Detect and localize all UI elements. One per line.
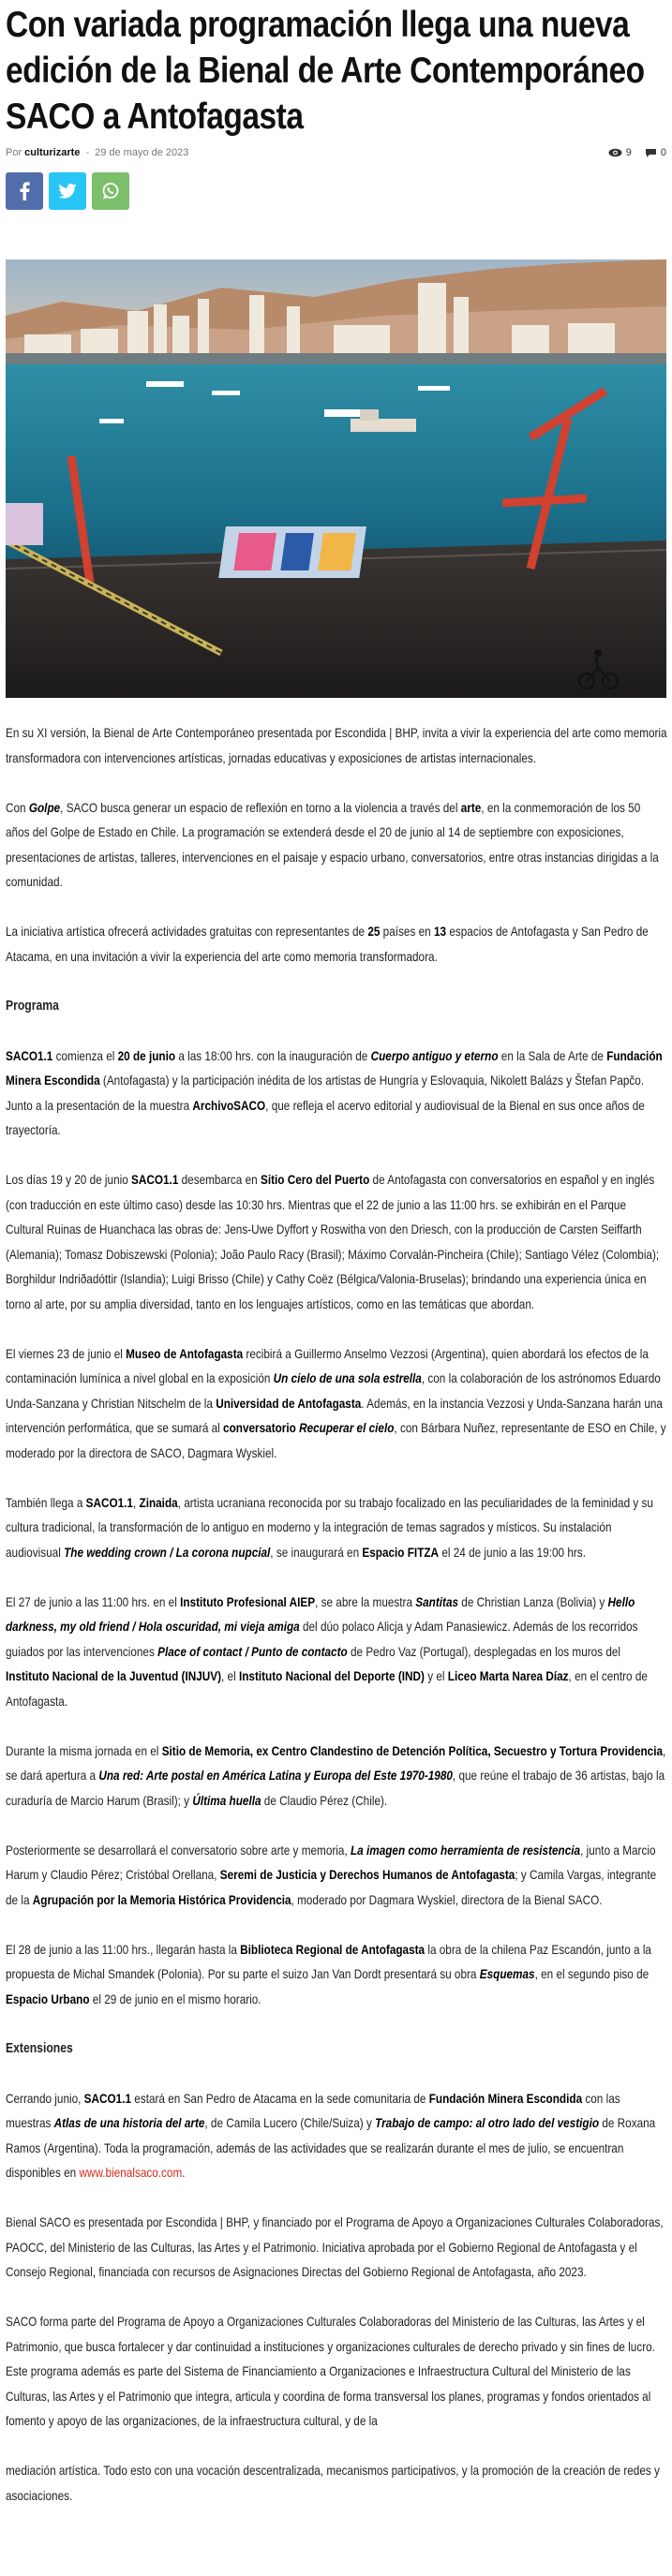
facebook-icon: [19, 182, 30, 200]
paragraph-financing: Bienal SACO es presentada por Escondida | BHP, y financiado por el Programa de Apoyo a Organizaciones Culturales Colaboradoras, PAOCC, del Ministerio de las Culturas, las Artes y el Patrimonio. Iniciativa aprobada por el Gobierno Regional de Antofagasta y el Consejo Regional, financiada con recursos de Asignaciones Directas del Gobierno Regional de Antofagasta, año 2023.: [6, 2214, 664, 2279]
comment-icon: [645, 148, 657, 158]
comments-stat[interactable]: [645, 147, 666, 158]
paragraph-conversatorio: Posteriormente se desarrollará el conversatorio sobre arte y memoria, La imagen como herramienta de resistencia, junto a Marcio Harum y Claudio Pérez; Cristóbal Orellana, Seremi de Justicia y Derechos Humanos de Antofagasta; y Camila Vargas, integrante de la Agrupación por la Memoria Histórica Providencia, moderado por Dagmara Wyskiel, directora de la Bienal SACO.: [6, 1842, 657, 1907]
twitter-icon: [58, 184, 77, 199]
article-date: 29 de mayo de 2023: [95, 147, 189, 158]
facebook-share-button[interactable]: [6, 172, 43, 210]
whatsapp-share-button[interactable]: [92, 172, 129, 210]
paragraph-countries: La iniciativa artística ofrecerá actividades gratuitas con representantes de 25 países en 13 espacios de Antofagasta y San Pedro de Atacama, en una invitación a vivir la experiencia del arte como memoria transformadora.: [6, 924, 649, 964]
article-title: Con variada programación llega una nueva edición de la Bienal de Arte Contemporáneo SACO a Antofagasta: [6, 5, 645, 137]
heading-extensiones: Extensiones: [6, 2040, 73, 2056]
heading-programa: Programa: [6, 998, 59, 1014]
article-meta: [6, 142, 666, 163]
paragraph-san-pedro: Cerrando junio, SACO1.1 estará en San Pedro de Atacama en la sede comunitaria de Fundación Minera Escondida con las muestras Atlas de una historia del arte, de Camila Lucero (Chile/Suiza) y Trabajo de campo: al otro lado del vestigio de Roxana Ramos (Argentina). Toda la programación, además de las actividades que se realizarán durante el mes de julio, se encuentran disponibles en www.bienalsaco.com.: [6, 2090, 656, 2180]
bienalsaco-link[interactable]: www.bienalsaco.com: [79, 2165, 183, 2180]
views-stat: [608, 147, 632, 158]
share-buttons: [6, 172, 666, 210]
paragraph-june-27: El 27 de junio a las 11:00 hrs. en el Instituto Profesional AIEP, se abre la muestra Santitas de Christian Lanza (Bolivia) y Hello darkness, my old friend / Hola oscuridad, mi vieja amiga del dúo polaco Alicja y Adam Panasiewicz. Además de los recorridos guiados por las intervenciones Place of contact / Punto de contacto de Pedro Vaz (Portugal), desplegadas en los muros del Instituto Nacional de la Juventud (INJUV), el Instituto Nacional del Deporte (IND) y el Liceo Marta Narea Díaz, en el centro de Antofagasta.: [6, 1593, 648, 1709]
paragraph-june-23: El viernes 23 de junio el Museo de Antofagasta recibirá a Guillermo Anselmo Vezzosi (Argentina), quien abordará los efectos de la contaminación lumínica a nivel global en la exposición Un cielo de una sola estrella, con la colaboración de los astrónomos Eduardo Unda-Sanzana y Christian Nitschelm de la Universidad de Antofagasta. Además, en la instancia Vezzosi y Unda-Sanzana harán una intervención performática, que se sumará al conversatorio Recuperar el cielo, con Bárbara Nuñez, representante de ESO en Chile, y moderado por la directora de SACO, Dagmara Wyskiel.: [6, 1345, 666, 1460]
article: [0, 2, 672, 2508]
paragraph-june-28: El 28 de junio a las 11:00 hrs., llegarán hasta la Biblioteca Regional de Antofagasta la obra de la chilena Paz Escandón, junto a la propuesta de Michal Smandek (Polonia). Por su parte el suizo Jan Van Dordt presentará su obra Esquemas, en el segundo piso de Espacio Urbano el 29 de junio en el mismo horario.: [6, 1941, 651, 2006]
paragraph-intro: En su XI versión, la Bienal de Arte Contemporáneo presentada por Escondida | BHP, invita a vivir la experiencia del arte como memoria transformadora con intervenciones artísticas, jornadas educativas y exposiciones de artistas internacionales.: [6, 725, 667, 765]
harbor-photo: [6, 259, 666, 698]
twitter-share-button[interactable]: [49, 172, 86, 210]
paragraph-june-19-20: Los días 19 y 20 de junio SACO1.1 desembarca en Sitio Cero del Puerto de Antofagasta con conversatorios en español y en inglés (con traducción en este último caso) desde las 10:30 hrs. Mientras que el 22 de junio a las 11:00 hrs. se exhibirán en el Parque Cultural Ruinas de Huanchaca las obras de: Jens-Uwe Dyffort y Roswitha von den Driesch, con la producción de Carsten Seiffarth (Alemania); Tomasz Dobiszewski (Polonia); João Paulo Racy (Brasil); Máximo Corvalán-Pincheira (Chile); Santiago Vélez (Colombia); Borghildur Indriðadóttir (Islandia); Luigi Brisso (Chile) y Cathy Coëz (Bélgica/Valonia-Bruselas); brindando una experiencia única en torno al arte, por su amplia diversidad, tanto en los lenguajes artísticos, como en las temáticas que abordan.: [6, 1172, 660, 1311]
paragraph-zinaida: También llega a SACO1.1, Zinaida, artista ucraniana reconocida por su trabajo focalizado en las peculiaridades de la feminidad y su cultura tradicional, la transformación de lo antiguo en moderno y la integración de temas sagrados y místicos. Su instalación audiovisual The wedding crown / La corona nupcial, se inaugurará en Espacio FITZA el 24 de junio a las 19:00 hrs.: [6, 1494, 653, 1560]
whatsapp-icon: [101, 182, 120, 200]
paragraph-mediation: mediación artística. Todo esto con una vocación descentralizada, mecanismos participativos, y la promoción de la creación de redes y asociaciones.: [6, 2463, 660, 2503]
paragraph-golpe: Con Golpe, SACO busca generar un espacio de reflexión en torno a la violencia a través del arte, en la conmemoración de los 50 años del Golpe de Estado en Chile. La programación se extenderá desde el 20 de junio al 14 de septiembre con exposiciones, presentaciones de artistas, talleres, intervenciones en el paisaje y espacio urbano, conversatorios, entre otras instancias dirigidas a la comunidad.: [6, 799, 659, 889]
comments-count: 0: [660, 147, 666, 158]
meta-separator: -: [85, 147, 90, 158]
article-body: [6, 720, 667, 2508]
paragraph-june-20: SACO1.1 comienza el 20 de junio a las 18:00 hrs. con la inauguración de Cuerpo antiguo y eterno en la Sala de Arte de Fundación Minera Escondida (Antofagasta) y la participación inédita de los artistas de Hungría y Eslovaquia, Nikolett Balázs y Štefan Papčo. Junto a la presentación de la muestra ArchivoSACO, que refleja el acervo editorial y audiovisual de la Bienal en sus once años de trayectoría.: [6, 1047, 663, 1137]
author-link[interactable]: culturizarte: [24, 147, 81, 158]
paragraph-program-info: SACO forma parte del Programa de Apoyo a Organizaciones Culturales Colaboradoras del Ministerio de las Culturas, las Artes y el Patrimonio, que busca fortalecer y dar continuidad a instituciones y organizaciones culturales de derecho privado y sin fines de lucro. Este programa además es parte del Sistema de Financiamiento a Organizaciones e Infraestructura Cultural del Ministerio de las Culturas, las Artes y el Patrimonio que integra, articula y coordina de forma transversal los planes, programas y fondos orientados al fomento y apoyo de las organizaciones, de la infraestructura cultural, y de la: [6, 2314, 655, 2428]
views-count: 9: [625, 147, 632, 158]
author-prefix: Por: [6, 147, 22, 158]
paragraph-memoria: Durante la misma jornada en el Sitio de Memoria, ex Centro Clandestino de Detención Política, Secuestro y Tortura Providencia, se dará apertura a Una red: Arte postal en América Latina y Europa del Este 1970-1980, que reúne el trabajo de 36 artistas, bajo la curaduría de Marcio Harum (Brasil); y Última huella de Claudio Pérez (Chile).: [6, 1742, 666, 1808]
eye-icon: [608, 148, 622, 157]
